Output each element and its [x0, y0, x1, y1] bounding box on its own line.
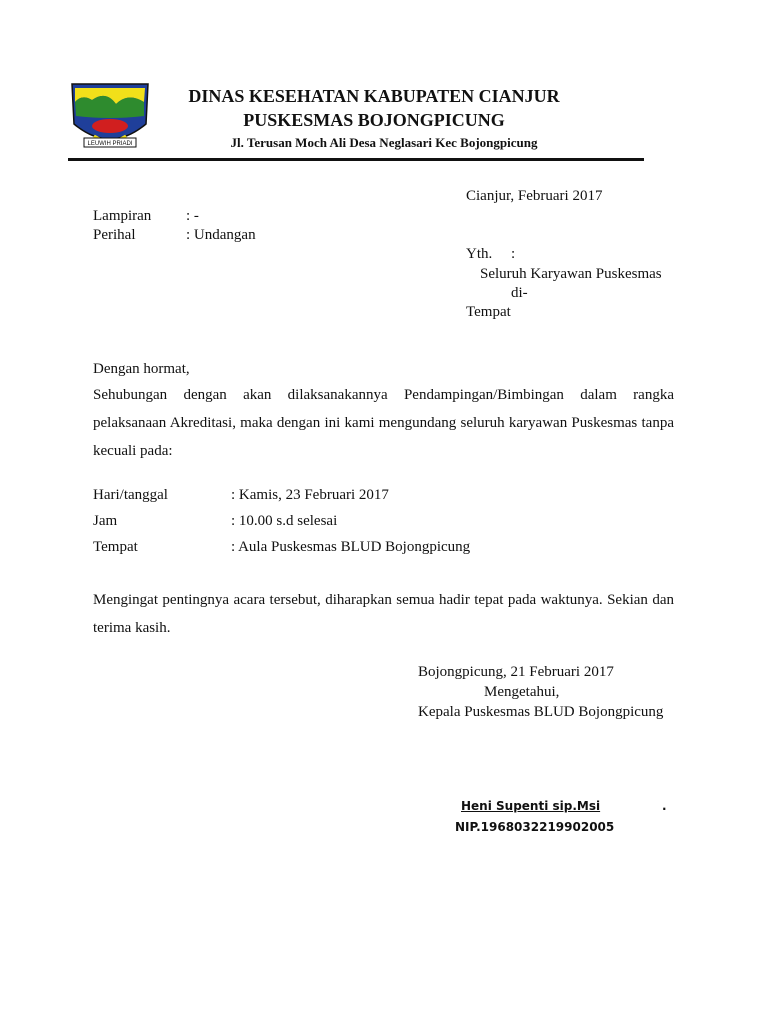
- recipient: Seluruh Karyawan Puskesmas: [480, 266, 662, 282]
- header-institution: PUSKESMAS BOJONGPICUNG: [243, 110, 505, 130]
- signature-position: Kepala Puskesmas BLUD Bojongpicung: [418, 704, 664, 720]
- signature-acknowledge: Mengetahui,: [484, 684, 560, 700]
- logo-motto: LEUWIH PRIADI: [87, 141, 133, 147]
- perihal-label: Perihal: [93, 227, 136, 243]
- detail-label-time: Jam: [93, 513, 118, 529]
- recipient-di: di-: [511, 285, 528, 301]
- signature-place-date: Bojongpicung, 21 Februari 2017: [418, 664, 614, 680]
- detail-value-time: : 10.00 s.d selesai: [231, 513, 338, 529]
- header-address: Jl. Terusan Moch Ali Desa Neglasari Kec Bojongpicung: [230, 135, 538, 150]
- lampiran-value: : -: [186, 208, 199, 224]
- letter-place-date: Cianjur, Februari 2017: [466, 188, 603, 204]
- body-paragraph: Sehubungan dengan akan dilaksanakannya Pendampingan/Bimbingan dalam rangka pelaksanaan Akreditasi, maka dengan ini kami mengundang seluruh karyawan Puskesmas tanpa kecuali pada:: [93, 387, 674, 459]
- lampiran-label: Lampiran: [93, 208, 152, 224]
- recipient-place: Tempat: [466, 304, 511, 320]
- detail-label-date: Hari/tanggal: [93, 487, 168, 503]
- header-agency: DINAS KESEHATAN KABUPATEN CIANJUR: [188, 86, 560, 106]
- detail-label-place: Tempat: [93, 539, 138, 555]
- signatory-nip: NIP.1968032219902005: [455, 820, 615, 834]
- signatory-name: Heni Supenti sip.Msi: [461, 799, 601, 813]
- closing-paragraph: Mengingat pentingnya acara tersebut, diharapkan semua hadir tepat pada waktunya. Sekian dan terima kasih.: [93, 592, 674, 636]
- detail-value-date: : Kamis, 23 Februari 2017: [231, 487, 389, 503]
- signature-dot: .: [662, 799, 667, 813]
- yth-label: Yth. :: [466, 246, 516, 262]
- detail-value-place: : Aula Puskesmas BLUD Bojongpicung: [231, 539, 471, 555]
- greeting: Dengan hormat,: [93, 361, 190, 377]
- perihal-value: : Undangan: [186, 227, 256, 243]
- header-divider: [68, 158, 644, 161]
